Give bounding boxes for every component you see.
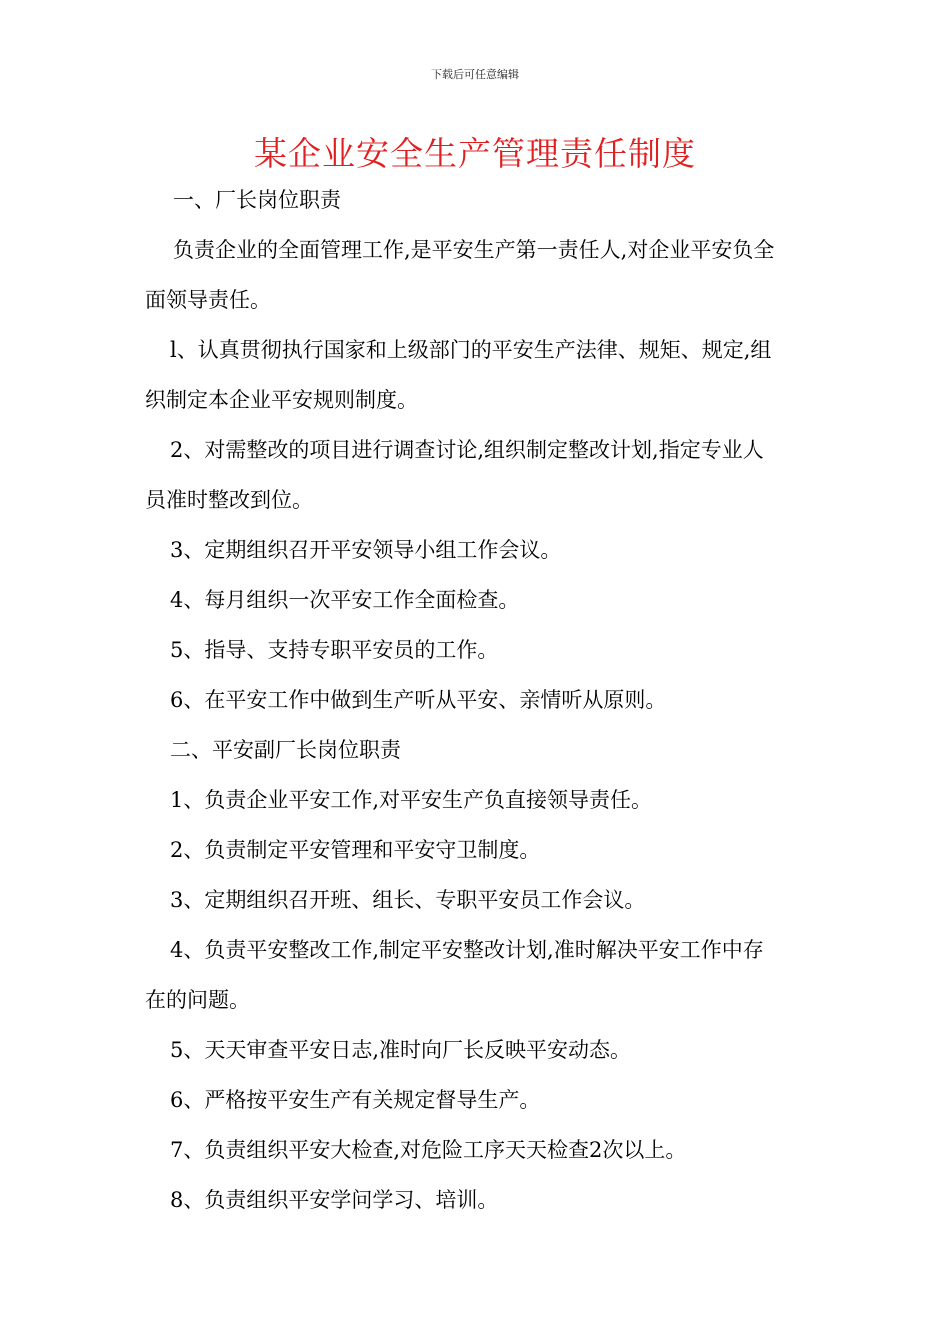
paragraph-line: 8、负责组织平安学问学习、培训。 xyxy=(170,1188,499,1212)
paragraph-line: 2、负责制定平安管理和平安守卫制度。 xyxy=(170,838,541,862)
paragraph-line: 6、在平安工作中做到生产听从平安、亲情听从原则。 xyxy=(170,688,667,712)
paragraph-line: 5、天天审查平安日志,准时向厂长反映平安动态。 xyxy=(170,1038,632,1062)
paragraph-line: 4、每月组织一次平安工作全面检查。 xyxy=(170,588,520,612)
document-title: 某企业安全生产管理责任制度 xyxy=(254,134,696,173)
paragraph-line: 织制定本企业平安规则制度。 xyxy=(145,388,418,412)
paragraph-line: 3、定期组织召开班、组长、专职平安员工作会议。 xyxy=(170,888,646,912)
paragraph-line: 4、负责平安整改工作,制定平安整改计划,准时解决平安工作中存 xyxy=(170,938,764,962)
header-note: 下载后可任意编辑 xyxy=(431,68,519,81)
paragraph-line: 5、指导、支持专职平安员的工作。 xyxy=(170,638,499,662)
paragraph-line: 3、定期组织召开平安领导小组工作会议。 xyxy=(170,538,562,562)
section-heading-2: 二、平安副厂长岗位职责 xyxy=(170,738,401,762)
paragraph-line: 在的问题。 xyxy=(145,988,250,1012)
paragraph-line: 负责企业的全面管理工作,是平安生产第一责任人,对企业平安负全 xyxy=(173,238,775,262)
paragraph-line: 2、对需整改的项目进行调查讨论,组织制定整改计划,指定专业人 xyxy=(170,438,764,462)
paragraph-line: l、认真贯彻执行国家和上级部门的平安生产法律、规矩、规定,组 xyxy=(170,338,772,362)
paragraph-line: 面领导责任。 xyxy=(145,288,271,312)
paragraph-line: 7、负责组织平安大检查,对危险工序天天检查2次以上。 xyxy=(170,1138,687,1162)
section-heading-1: 一、厂长岗位职责 xyxy=(173,188,341,212)
paragraph-line: 员准时整改到位。 xyxy=(145,488,313,512)
paragraph-line: 6、严格按平安生产有关规定督导生产。 xyxy=(170,1088,541,1112)
paragraph-line: 1、负责企业平安工作,对平安生产负直接领导责任。 xyxy=(170,788,653,812)
